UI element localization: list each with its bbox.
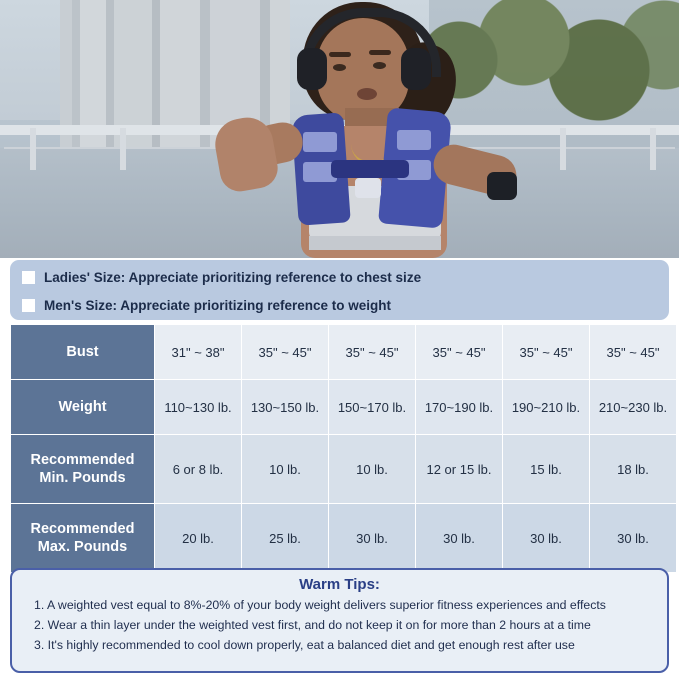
row-header-weight: Weight (11, 380, 155, 435)
railing-post (560, 128, 566, 170)
cell-min-2: 10 lb. (242, 435, 329, 504)
table-row-weight (11, 380, 677, 435)
warm-tip-line-2: 2. Wear a thin layer under the weighted vest first, and do not keep it on for more than 2 hours at a time (34, 617, 591, 632)
row-header-bust: Bust (11, 325, 155, 380)
cell-weight-6: 210~230 lb. (590, 380, 677, 435)
cell-min-3: 10 lb. (329, 435, 416, 504)
runner-figure (205, 0, 535, 258)
note-ladies-label: Ladies' Size: Appreciate prioritizing reference to chest size (44, 269, 422, 285)
cell-min-1: 6 or 8 lb. (155, 435, 242, 504)
cell-min-5: 15 lb. (503, 435, 590, 504)
cell-weight-5: 190~210 lb. (503, 380, 590, 435)
cell-weight-2: 130~150 lb. (242, 380, 329, 435)
warm-tips-title: Warm Tips: (299, 576, 380, 593)
cell-weight-1: 110~130 lb. (155, 380, 242, 435)
note-row-ladies (10, 263, 669, 291)
warm-tip-line-3: 3. It's highly recommended to cool down properly, eat a balanced diet and get enough rest after use (34, 637, 575, 652)
row-header-min-pounds-line2: Min. Pounds (39, 470, 126, 486)
note-mens-label: Men's Size: Appreciate prioritizing reference to weight (44, 297, 392, 313)
vest-pocket (397, 130, 431, 150)
row-header-max-pounds-line2: Max. Pounds (37, 539, 128, 555)
cell-bust-2: 35" ~ 45" (242, 325, 329, 380)
cell-weight-4: 170~190 lb. (416, 380, 503, 435)
vest-buckle (355, 178, 381, 198)
row-header-max-pounds-line1: Recommended (30, 520, 135, 537)
size-notes-panel (10, 260, 669, 320)
table-row-max-pounds (11, 504, 677, 573)
cell-bust-5: 35" ~ 45" (503, 325, 590, 380)
railing-post (120, 128, 126, 170)
cell-max-1: 20 lb. (155, 504, 242, 573)
railing-post (30, 128, 36, 170)
headphones-earcup (297, 48, 327, 90)
sports-bra-band (309, 236, 441, 250)
row-header-max-pounds (11, 504, 155, 573)
cell-max-5: 30 lb. (503, 504, 590, 573)
note-row-mens (10, 291, 669, 319)
railing-post (650, 128, 656, 170)
vest-strap (331, 160, 409, 178)
cell-bust-4: 35" ~ 45" (416, 325, 503, 380)
size-chart-content (0, 258, 679, 679)
row-header-min-pounds (11, 435, 155, 504)
checkbox-icon (22, 271, 35, 284)
cell-max-4: 30 lb. (416, 504, 503, 573)
cell-weight-3: 150~170 lb. (329, 380, 416, 435)
cell-max-2: 25 lb. (242, 504, 329, 573)
hero-photo (0, 0, 679, 258)
vest-pocket (303, 132, 337, 152)
mouth (357, 88, 377, 100)
cell-bust-6: 35" ~ 45" (590, 325, 677, 380)
cell-bust-3: 35" ~ 45" (329, 325, 416, 380)
size-table (10, 324, 677, 573)
headphones-earcup (401, 48, 431, 90)
warm-tip-line-1: 1. A weighted vest equal to 8%-20% of your body weight delivers superior fitness experiences and effects (34, 598, 606, 612)
row-header-min-pounds-line1: Recommended (30, 451, 135, 468)
cell-min-6: 18 lb. (590, 435, 677, 504)
cell-max-3: 30 lb. (329, 504, 416, 573)
cell-max-6: 30 lb. (590, 504, 677, 573)
table-row-min-pounds (11, 435, 677, 504)
table-row-bust (11, 325, 677, 380)
cell-bust-1: 31" ~ 38" (155, 325, 242, 380)
wristwatch (487, 172, 517, 200)
warm-tips-panel (10, 568, 669, 673)
checkbox-icon (22, 299, 35, 312)
cell-min-4: 12 or 15 lb. (416, 435, 503, 504)
